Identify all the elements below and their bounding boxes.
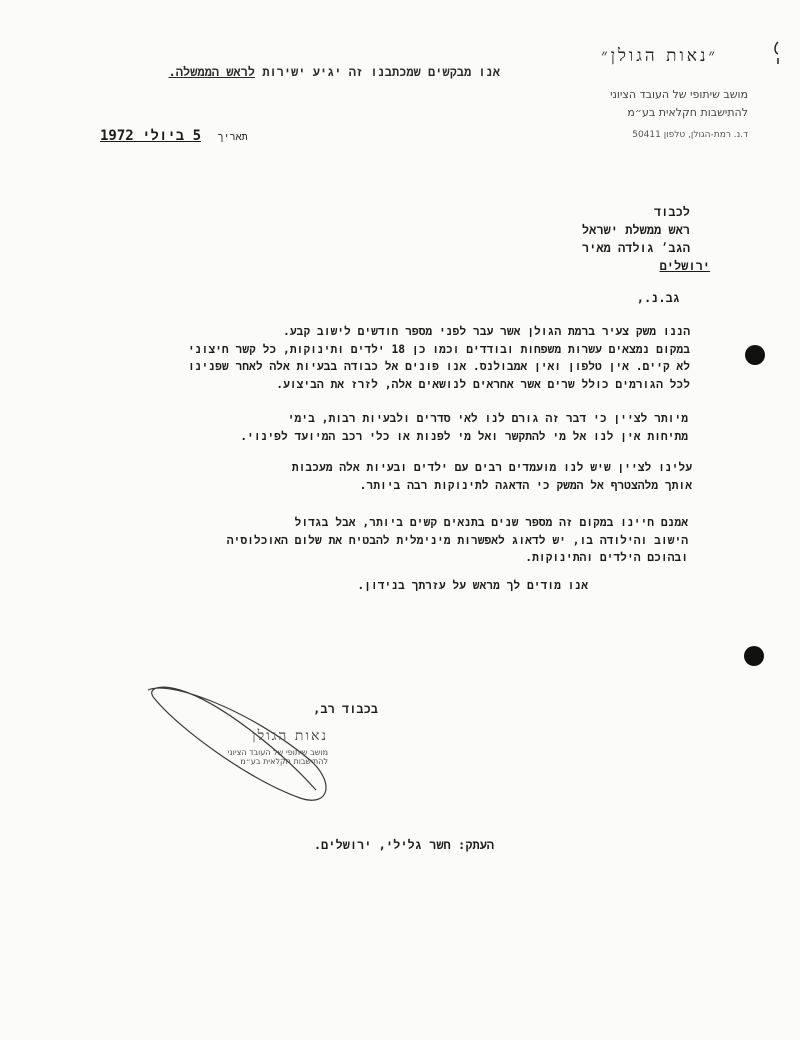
body-paragraph-1 xyxy=(188,323,690,393)
body-line: במקום נמצאים עשרות משפחות ובודדים וכמו כן 18 ילדים ותינוקות, כל קשר חיצוני xyxy=(187,342,690,356)
letterhead-subtitle-2: להתישבות חקלאית בע״מ xyxy=(627,106,748,119)
body-paragraph-5 xyxy=(357,577,588,595)
closing: בכבוד רב, xyxy=(313,702,378,716)
body-line: לכל הגורמים כולל שרים אשר אחראים לנושאים אלה, לזרז את הביצוע. xyxy=(276,377,690,391)
letterhead-subtitle-1: מושב שיתופי של העובד הציוני xyxy=(610,88,748,101)
body-line: עלינו לציין שיש לנו מועמדים רבים עם ילדים ובעיות אלה מעכבות xyxy=(291,461,692,474)
letterhead-name: ״נאות הגולן״ xyxy=(601,46,718,66)
body-line: אמנם חיינו במקום זה מספר שנים בתנאים קשים ביותר, אבל בגדול xyxy=(294,516,688,529)
body-line: אנו מודים לך מראש על עזרתך בנידון. xyxy=(357,579,588,592)
letterhead-address: ד.נ. רמת-הגולן, טלפון 50411 xyxy=(632,130,748,140)
date-line xyxy=(100,128,248,145)
request-note-underlined: לראש הממשלה. xyxy=(168,65,256,79)
body-line: ובהוכם הילדים והתינוקות. xyxy=(525,551,688,564)
addressee-line-4: ירושלים xyxy=(659,259,710,273)
cc-line: העתק: חשר גלילי, ירושלים. xyxy=(313,838,494,852)
request-note-text: אנו מבקשים שמכתבנו זה יגיע ישירות xyxy=(255,65,500,79)
body-line: הישוב והילודה בו, יש לדאוג לאפשרות מינימלית להבטיח את שלום האוכלוסיה xyxy=(226,533,688,547)
body-line: לא קיים. אין טלפון ואין אמבולנס. אנו פונים אל כבודה בבעיות אלה לאחר שפנינו xyxy=(188,360,690,373)
stamp-name: נאות הגולן xyxy=(252,728,328,744)
body-line: מתיחות אין לנו אל מי להתקשר ואל מי לפנות או כלי רכב המיועד לפינוי. xyxy=(240,429,688,443)
body-line: מיותר לציין כי דבר זה גורם לנו לאי סדרים ולבעיות רבות, בימי xyxy=(287,412,688,425)
request-note xyxy=(169,65,500,80)
body-line: הננו משק צעיר ברמת הגולן אשר עבר לפני מספר חודשים לישוב קבע. xyxy=(282,325,690,338)
organization-stamp xyxy=(218,728,328,766)
addressee-line-3: הגב׳ גולדה מאיר xyxy=(581,241,690,255)
date-value: 5 ביולי 1972 xyxy=(100,128,202,144)
body-paragraph-3 xyxy=(292,459,692,494)
body-line: אותך מלהצטרף אל המשק כי הדאגה לתינוקות רבה ביותר. xyxy=(359,478,692,492)
date-label: תאריך xyxy=(217,132,248,143)
body-paragraph-2 xyxy=(240,410,688,445)
edge-mark xyxy=(773,40,781,66)
addressee-line-1: לכבוד xyxy=(653,205,690,219)
stamp-line-2: להתישבות חקלאית בע״מ xyxy=(240,757,328,766)
greeting: גב.נ., xyxy=(636,291,680,305)
stamp-line-1: מושב שיתופי של העובד הציוני xyxy=(227,748,328,757)
binder-hole xyxy=(745,345,765,365)
body-paragraph-4 xyxy=(227,514,688,567)
binder-hole xyxy=(744,646,764,666)
addressee-line-2: ראש ממשלת ישראל xyxy=(581,223,690,237)
